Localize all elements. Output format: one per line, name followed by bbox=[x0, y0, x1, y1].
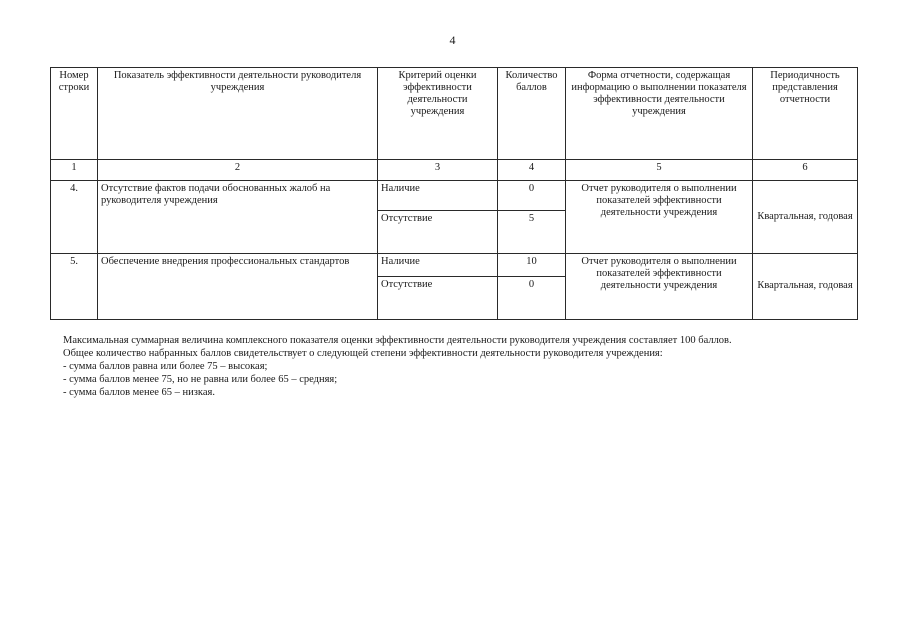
column-number: 3 bbox=[378, 160, 498, 180]
report-form-cell: Отчет руководителя о выполнении показателей эффективности деятельности учреждения bbox=[566, 253, 753, 319]
column-number: 6 bbox=[753, 160, 858, 180]
table-header-row bbox=[51, 68, 858, 160]
criterion-cell: Отсутствие bbox=[378, 210, 498, 253]
note-level-low: - сумма баллов менее 65 – низкая. bbox=[63, 387, 215, 398]
points-cell: 0 bbox=[498, 277, 566, 320]
efficiency-table bbox=[50, 67, 858, 320]
column-number: 1 bbox=[51, 160, 98, 180]
criterion-cell: Наличие bbox=[378, 253, 498, 277]
column-number: 5 bbox=[566, 160, 753, 180]
row-number: 5. bbox=[51, 253, 98, 319]
header-indicator: Показатель эффективности деятельности руководителя учреждения bbox=[98, 68, 378, 160]
points-cell: 0 bbox=[498, 180, 566, 210]
note-max-score: Максимальная суммарная величина комплексного показателя оценки эффективности деятельности руководителя учреждения составляет 100 баллов. bbox=[63, 335, 732, 346]
criterion-cell: Отсутствие bbox=[378, 277, 498, 320]
header-points: Количество баллов bbox=[498, 68, 566, 160]
header-periodicity: Периодичность представления отчетности bbox=[753, 68, 858, 160]
column-number: 2 bbox=[98, 160, 378, 180]
points-cell: 5 bbox=[498, 210, 566, 253]
periodicity-cell: Квартальная, годовая bbox=[753, 253, 858, 319]
header-report-form: Форма отчетности, содержащая информацию о выполнении показателя эффективности деятельности учреждения bbox=[566, 68, 753, 160]
table-row bbox=[51, 180, 858, 210]
note-level-high: - сумма баллов равна или более 75 – высокая; bbox=[63, 361, 268, 372]
note-level-medium: - сумма баллов менее 75, но не равна или более 65 – средняя; bbox=[63, 374, 338, 385]
report-form-cell: Отчет руководителя о выполнении показателей эффективности деятельности учреждения bbox=[566, 180, 753, 253]
indicator-cell: Отсутствие фактов подачи обоснованных жалоб на руководителя учреждения bbox=[98, 180, 378, 253]
criterion-cell: Наличие bbox=[378, 180, 498, 210]
header-row-number: Номер строки bbox=[51, 68, 98, 160]
notes-block bbox=[63, 334, 843, 399]
note-score-meaning: Общее количество набранных баллов свидетельствует о следующей степени эффективности деятельности руководителя учреждения: bbox=[63, 348, 663, 359]
header-criterion: Критерий оценки эффективности деятельности учреждения bbox=[378, 68, 498, 160]
page-number: 4 bbox=[449, 33, 456, 47]
table-row bbox=[51, 253, 858, 277]
column-number: 4 bbox=[498, 160, 566, 180]
row-number: 4. bbox=[51, 180, 98, 253]
indicator-cell: Обеспечение внедрения профессиональных стандартов bbox=[98, 253, 378, 319]
column-numbers-row bbox=[51, 160, 858, 180]
points-cell: 10 bbox=[498, 253, 566, 277]
periodicity-cell: Квартальная, годовая bbox=[753, 180, 858, 253]
